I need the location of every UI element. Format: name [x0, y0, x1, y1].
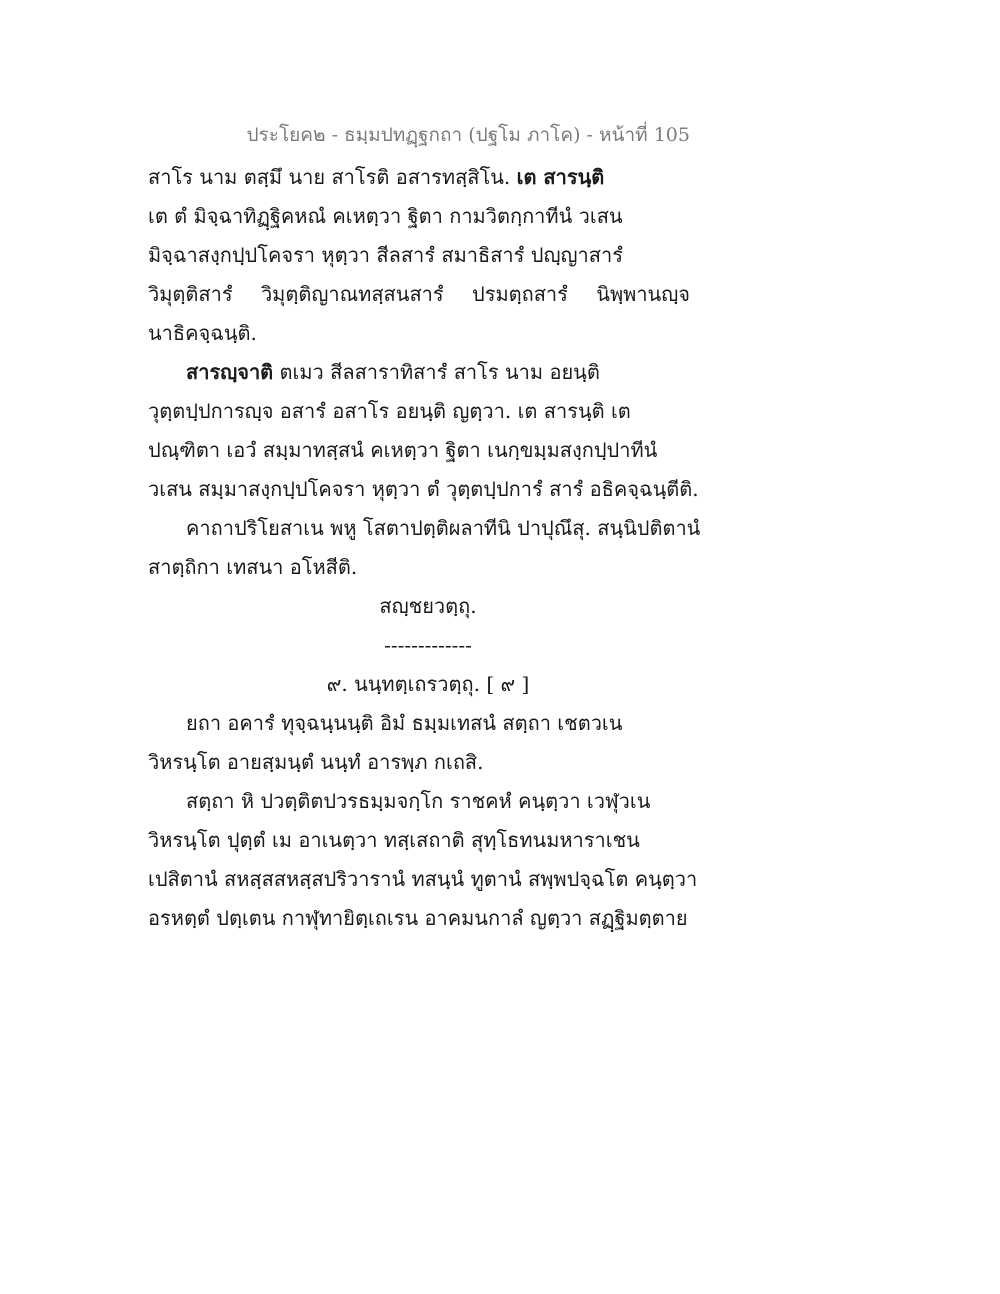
- text-line: เปสิตานํ สหสฺสสหสฺสปริวารานํ ทสนฺนํ ทูตานํ สพฺพปจฺฉโต คนฺตฺวา: [148, 867, 698, 891]
- text-line: สตฺถา หิ ปวตฺติตปวรธมฺมจกฺโก ราชคหํ คนฺตฺวา เวฬุวเน: [186, 789, 651, 813]
- text-line: วิหรนฺโต ปุตฺตํ เม อาเนตฺวา ทสฺเสถาติ สุทฺโธทนมหาราเชน: [148, 828, 640, 852]
- text-line: คาถาปริโยสาเน พหู โสตาปตฺติผลาทีนิ ปาปุณึสุ. สนฺนิปติตานํ: [186, 516, 701, 540]
- text-line: เต ตํ มิจฺฉาทิฏฺฐิคหณํ คเหตฺวา ฐิตา กามวิตกฺกาทีนํ วเสน: [148, 204, 623, 228]
- text-line: [148, 158, 708, 197]
- bold-term: สารญฺจาติ: [186, 360, 274, 384]
- text-line: ยถา อคารํ ทุจฺฉนฺนนฺติ อิมํ ธมฺมเทสนํ สตฺถา เชตวเน: [186, 711, 623, 735]
- text-span: สาโร นาม ตสฺมึ นาย สาโรติ อสารทสฺสิโน.: [148, 165, 511, 189]
- story-title: ๙. นนฺทตฺเถรวตฺถุ. [ ๙ ]: [326, 672, 530, 696]
- bold-term: เต สารนฺติ: [516, 165, 605, 189]
- word: วิมุตฺติญาณทสฺสนสารํ: [260, 282, 444, 306]
- text-span: ตเมว สีลสาราทิสารํ สาโร นาม อยนฺติ: [273, 360, 600, 384]
- text-line: วิหรนฺโต อายสฺมนฺตํ นนฺทํ อารพฺภ กเถสิ.: [148, 750, 484, 774]
- separator: -------------: [384, 633, 472, 657]
- text-line: [148, 353, 708, 392]
- page-body: [148, 158, 708, 938]
- word: นิพฺพานญฺจ: [596, 282, 690, 306]
- text-line-justified: [148, 275, 690, 314]
- text-line: สาตฺถิกา เทสนา อโหสีติ.: [148, 555, 358, 579]
- running-header: ประโยค๒ - ธมฺมปทฏฺฐกถา (ปฐโม ภาโค) - หน้าที่ 105: [246, 124, 690, 146]
- text-line: นาธิคจฺฉนฺติ.: [148, 321, 257, 345]
- word: วิมุตฺติสารํ: [148, 282, 233, 306]
- text-line: ปณฺฑิตา เอวํ สมฺมาทสฺสนํ คเหตฺวา ฐิตา เนกฺขมฺมสงฺกปฺปาทีนํ: [148, 438, 658, 462]
- text-line: วเสน สมฺมาสงฺกปฺปโคจรา หุตฺวา ตํ วุตฺตปฺปการํ สารํ อธิคจฺฉนฺตีติ.: [148, 477, 699, 501]
- text-line: มิจฺฉาสงฺกปฺปโคจรา หุตฺวา สีลสารํ สมาธิสารํ ปญฺญาสารํ: [148, 243, 623, 267]
- text-line: วุตฺตปฺปการญฺจ อสารํ อสาโร อยนฺติ ญตฺวา. เต สารนฺติ เต: [148, 399, 631, 423]
- story-end-label: สญฺชยวตฺถุ.: [379, 594, 477, 618]
- word: ปรมตฺถสารํ: [472, 282, 568, 306]
- text-line: อรหตฺตํ ปตฺเตน กาฬุทายิตฺเถเรน อาคมนกาลํ ญตฺวา สฏฺฐิมตฺตาย: [148, 906, 688, 930]
